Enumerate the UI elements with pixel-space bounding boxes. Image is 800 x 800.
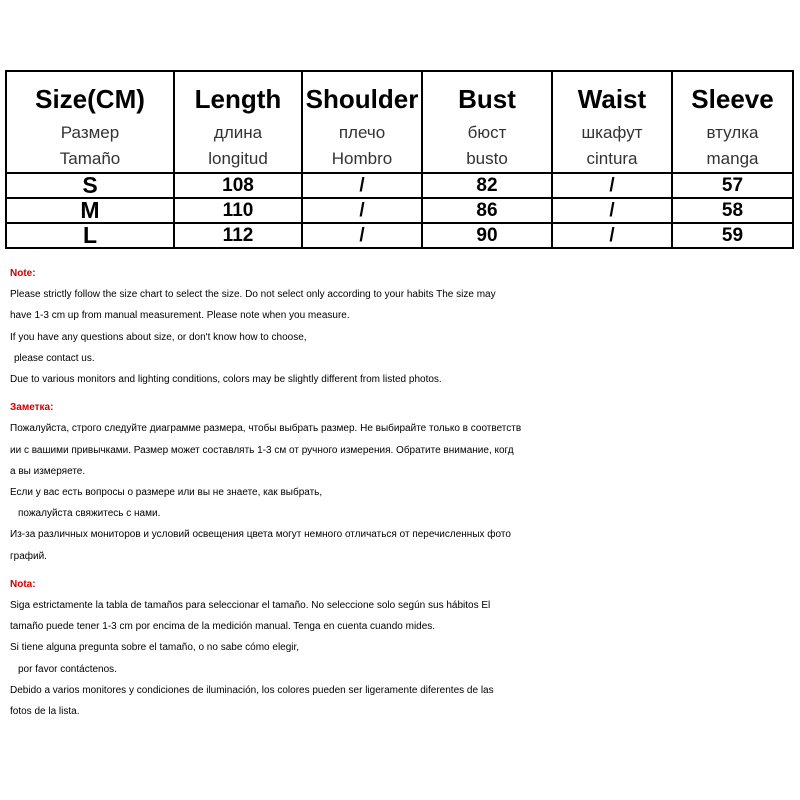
note-line: por favor contáctenos. — [18, 663, 117, 675]
bust-cell: 90 — [422, 223, 552, 248]
notes-section — [10, 263, 796, 725]
sleeve-cell: 59 — [672, 223, 793, 248]
header-label-es: Hombro — [331, 149, 393, 168]
note-line: Debido a varios monitores y condiciones de iluminación, los colores pueden ser ligeramente diferentes de las — [10, 684, 494, 696]
header-label-en: Bust — [458, 84, 516, 114]
header-label-es: longitud — [208, 149, 268, 168]
table-row — [6, 173, 793, 198]
header-label-es: Tamaño — [59, 149, 121, 168]
header-length — [174, 71, 302, 173]
note-line: Пожалуйста, строго следуйте диаграмме размера, чтобы выбрать размер. Не выбирайте только в соответств — [10, 423, 522, 435]
header-shoulder — [302, 71, 422, 173]
note-line: Из-за различных мониторов и условий освещения цвета могут немного отличаться от перечисленных фото — [10, 529, 511, 541]
table-row — [6, 223, 793, 248]
waist-cell: / — [552, 223, 672, 248]
waist-cell: / — [552, 173, 672, 198]
note-line: please contact us. — [14, 352, 95, 364]
note-block-ru — [10, 397, 796, 567]
header-label-en: Length — [194, 84, 282, 114]
note-title-ru: Заметка: — [10, 402, 54, 414]
note-line: Siga estrictamente la tabla de tamaños para seleccionar el tamaño. No seleccione solo según sus hábitos El — [10, 600, 491, 612]
header-label-es: manga — [706, 149, 759, 168]
header-label-en: Shoulder — [305, 84, 419, 114]
sleeve-cell: 57 — [672, 173, 793, 198]
header-label-ru: втулка — [706, 123, 759, 142]
note-line: tamaño puede tener 1-3 cm por encima de la medición manual. Tenga en cuenta cuando mides. — [10, 621, 436, 633]
header-label-en: Size(CM) — [35, 84, 145, 114]
note-line: fotos de la lista. — [10, 706, 80, 718]
size-cell: M — [6, 198, 174, 223]
note-line: Due to various monitors and lighting conditions, colors may be slightly different from listed photos. — [10, 374, 442, 386]
header-label-es: busto — [466, 149, 508, 168]
table-row — [6, 198, 793, 223]
note-title-es: Nota: — [10, 578, 36, 590]
bust-cell: 82 — [422, 173, 552, 198]
header-label-ru: длина — [213, 123, 263, 142]
bust-cell: 86 — [422, 198, 552, 223]
note-block-en — [10, 263, 796, 390]
size-cell: L — [6, 223, 174, 248]
note-line: Если у вас есть вопросы о размере или вы не знаете, как выбрать, — [10, 487, 323, 499]
header-size — [6, 71, 174, 173]
header-label-ru: шкафут — [581, 123, 643, 142]
waist-cell: / — [552, 198, 672, 223]
note-line: Si tiene alguna pregunta sobre el tamaño, o no sabe cómo elegir, — [10, 642, 300, 654]
note-line: пожалуйста свяжитесь с нами. — [18, 508, 161, 520]
size-chart-table — [5, 70, 794, 249]
sleeve-cell: 58 — [672, 198, 793, 223]
length-cell: 110 — [174, 198, 302, 223]
header-bust — [422, 71, 552, 173]
header-label-ru: плечо — [338, 123, 386, 142]
note-line: Please strictly follow the size chart to select the size. Do not select only according to your habits The size may — [10, 289, 496, 301]
header-label-en: Waist — [577, 84, 647, 114]
note-block-es — [10, 574, 796, 722]
header-sleeve — [672, 71, 793, 173]
shoulder-cell: / — [302, 198, 422, 223]
header-label-en: Sleeve — [691, 84, 774, 114]
note-line: а вы измеряете. — [10, 465, 86, 477]
size-cell: S — [6, 173, 174, 198]
length-cell: 108 — [174, 173, 302, 198]
header-label-es: cintura — [586, 149, 638, 168]
note-line: ии с вашими привычками. Размер может составлять 1-3 см от ручного измерения. Обратите внимание, когд — [10, 444, 514, 456]
header-waist — [552, 71, 672, 173]
header-label-ru: Размер — [60, 123, 120, 142]
note-line: have 1-3 cm up from manual measurement. Please note when you measure. — [10, 310, 350, 322]
length-cell: 112 — [174, 223, 302, 248]
shoulder-cell: / — [302, 223, 422, 248]
header-label-ru: бюст — [467, 123, 507, 142]
header-row — [6, 71, 793, 173]
note-line: If you have any questions about size, or don't know how to choose, — [10, 331, 307, 343]
shoulder-cell: / — [302, 173, 422, 198]
note-title-en: Note: — [10, 268, 36, 279]
note-line: графий. — [10, 550, 47, 562]
